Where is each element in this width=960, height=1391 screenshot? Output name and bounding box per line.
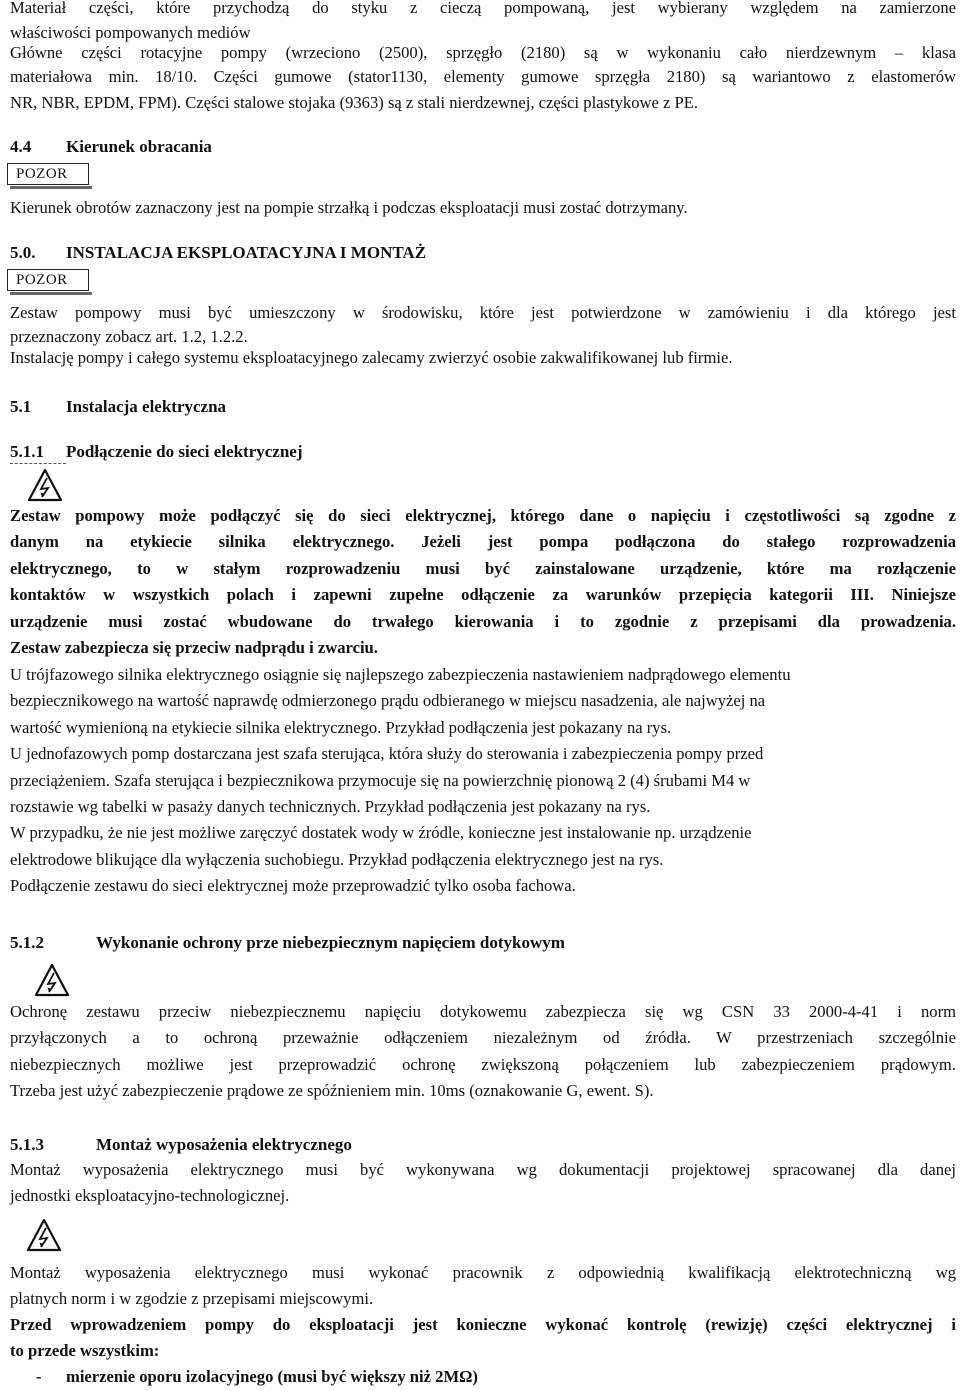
section-number: 5.1.2 (10, 933, 44, 952)
section-4-4-text: Kierunek obrotów zaznaczony jest na pompie strzałką i podczas eksploatacji musi zostać dotrzymany. (10, 198, 688, 217)
text-line: bezpiecznikowego na wartość naprawdę odmierzonego prądu odbieranego w miejscu nasadzenia, ale najwyżej na (10, 691, 766, 711)
intro-line-2: właściwości pompowanych mediów (10, 23, 251, 42)
intro-line-1: Materiał części, które przychodzą do styku z cieczą pompowaną, jest wybierany względem na zamierzone (10, 0, 956, 17)
bullet-item (36, 1364, 936, 1390)
section-title: INSTALACJA EKSPLOATACYJNA I MONTAŻ (66, 243, 427, 262)
bold-line: Zestaw zabezpiecza się przeciw nadprądu i zwarciu. (10, 638, 378, 658)
section-4-4-heading (10, 136, 212, 158)
section-5-1-1-heading (10, 441, 303, 464)
bullet-text: mierzenie oporu izolacyjnego (musi być większy niż 2MΩ) (66, 1367, 478, 1386)
section-number: 5.1.3 (10, 1135, 44, 1154)
text-line: Podłączenie zestawu do sieci elektrycznej może przeprowadzić tylko osoba fachowa. (10, 876, 576, 896)
bullet-dash: - (36, 1367, 42, 1386)
section-5-1-3-bold-1: Przed wprowadzeniem pompy do eksploatacji jest konieczne wykonać kontrolę (rewizję) części elektrycznej i (10, 1315, 956, 1334)
section-5-0-line-2: przeznaczony zobacz art. 1.2, 1.2.2. (10, 327, 248, 346)
pozor-label: POZOR (7, 163, 89, 185)
section-5-1-2-heading (10, 932, 565, 954)
section-number: 5.0. (10, 243, 36, 262)
text-line: Trzeba jest użyć zabezpieczenie prądowe ze spóźnieniem min. 10ms (oznakowanie G, ewent. S). (10, 1081, 654, 1101)
section-number: 5.1.1 (10, 441, 66, 464)
section-5-0-line-3: Instalację pompy i całego systemu eksploatacyjnego zalecamy zwierzyć osobie zakwalifikowanej lub firmie. (10, 348, 733, 367)
electrical-warning-icon (27, 468, 63, 502)
section-number: 5.1 (10, 397, 32, 416)
intro-line-3: Główne części rotacyjne pompy (wrzeciono (2500), sprzęgło (2180) są w wykonaniu cało nierdzewnym – klasa (10, 43, 956, 62)
electrical-warning-icon (34, 963, 70, 997)
section-5-1-3-bold-2: to przede wszystkim: (10, 1341, 160, 1360)
text-line: przeciążeniem. Szafa sterująca i bezpiecznikowa przymocuje się na powierzchnię pionową 2 (4) śrubami M4 w (10, 770, 751, 790)
section-5-1-2-text (10, 999, 956, 1105)
section-5-1-1-normal-block (10, 662, 956, 900)
section-5-0-line-1: Zestaw pompowy musi być umieszczony w środowisku, które jest potwierdzone w zamówieniu i dla którego jest (10, 303, 956, 322)
section-title: Kierunek obracania (66, 137, 212, 156)
text-line: W przypadku, że nie jest możliwe zaręczyć dostatek wody w źródle, konieczne jest instalowanie np. urządzenie (10, 823, 752, 843)
text-line: Ochronę zestawu przeciw niebezpiecznemu napięciu dotykowemu zabezpiecza się wg CSN 33 2000-4-41 i norm (10, 1002, 956, 1021)
text-line: rozstawie wg tabelki w pasaży danych technicznych. Przykład podłączenia jest pokazany na rys. (10, 797, 651, 817)
section-title: Wykonanie ochrony prze niebezpiecznym napięciem dotykowym (96, 933, 565, 952)
electrical-warning-icon (26, 1218, 62, 1252)
text-line: wartość wymienioną na etykiecie silnika elektrycznego. Przykład podłączenia jest pokazany na rys. (10, 717, 672, 737)
section-5-1-3-line-2: jednostki eksploatacyjno-technologicznej. (10, 1186, 290, 1205)
section-title: Podłączenie do sieci elektrycznej (66, 442, 303, 461)
text-line: elektrodowe blikujące dla wyłączenia suchobiegu. Przykład podłączenia elektrycznego jest na rys. (10, 849, 664, 869)
text-line: przyłączonych a to ochroną przeważnie odłączeniem niezależnym od źródła. W przestrzeniach szczególnie (10, 1028, 956, 1048)
text-line: niebezpiecznych możliwe jest przeprowadzić ochronę zwiększoną połączeniem lub zabezpieczeniem prądowym. (10, 1054, 956, 1074)
bold-line: kontaktów w wszystkich polach i zapewni zupełne odłączenie za warunków przepięcia kategorii III. Niniejsze (10, 585, 956, 605)
section-5-1-heading (10, 396, 226, 418)
bold-line: Zestaw pompowy może podłączyć się do sieci elektrycznej, którego dane o napięciu i częstotliwości są zgodne z (10, 506, 956, 525)
text-line: U jednofazowych pomp dostarczana jest szafa sterująca, która służy do sterowania i zabezpieczenia pompy przed (10, 744, 764, 764)
section-5-1-3-line-3: Montaż wyposażenia elektrycznego musi wykonać pracownik z odpowiednią kwalifikacją elektrotechniczną wg (10, 1263, 956, 1282)
section-5-1-3-line-1: Montaż wyposażenia elektrycznego musi być wykonywana wg dokumentacji projektowej spracowanej dla danej (10, 1160, 956, 1179)
section-5-1-3-line-4: platnych norm i w zgodzie z przepisami miejscowymi. (10, 1289, 374, 1308)
bold-line: urządzenie musi zostać wbudowane do trwałego kierowania i to zgodnie z przepisami dla prowadzenia. (10, 611, 956, 631)
text-line: U trójfazowego silnika elektrycznego osiągnie się najlepszego zabezpieczenia nastawieniem nadprądowego elementu (10, 665, 791, 684)
section-5-1-1-bold-block (10, 503, 956, 661)
pozor-label: POZOR (7, 269, 89, 291)
intro-line-5: NR, NBR, EPDM, FPM). Części stalowe stojaka (9363) są z stali nierdzewnej, części plastykowe z PE. (10, 93, 699, 112)
section-title: Montaż wyposażenia elektrycznego (96, 1135, 352, 1154)
section-5-1-3-heading (10, 1134, 352, 1156)
bold-line: danym na etykiecie silnika elektrycznego. Jeżeli jest pompa podłączona do stałego rozprowadzenia (10, 532, 956, 552)
section-title: Instalacja elektryczna (66, 397, 227, 416)
intro-line-4: materiałowa min. 18/10. Części gumowe (stator1130, elementy gumowe sprzęgła 2180) są wariantowo z elastomerów (10, 67, 956, 86)
section-5-0-heading (10, 242, 426, 264)
bold-line: elektrycznego, to w stałym rozprowadzeniu musi być zainstalowane urządzenie, które ma rozłączenie (10, 558, 956, 578)
section-number: 4.4 (10, 137, 32, 156)
